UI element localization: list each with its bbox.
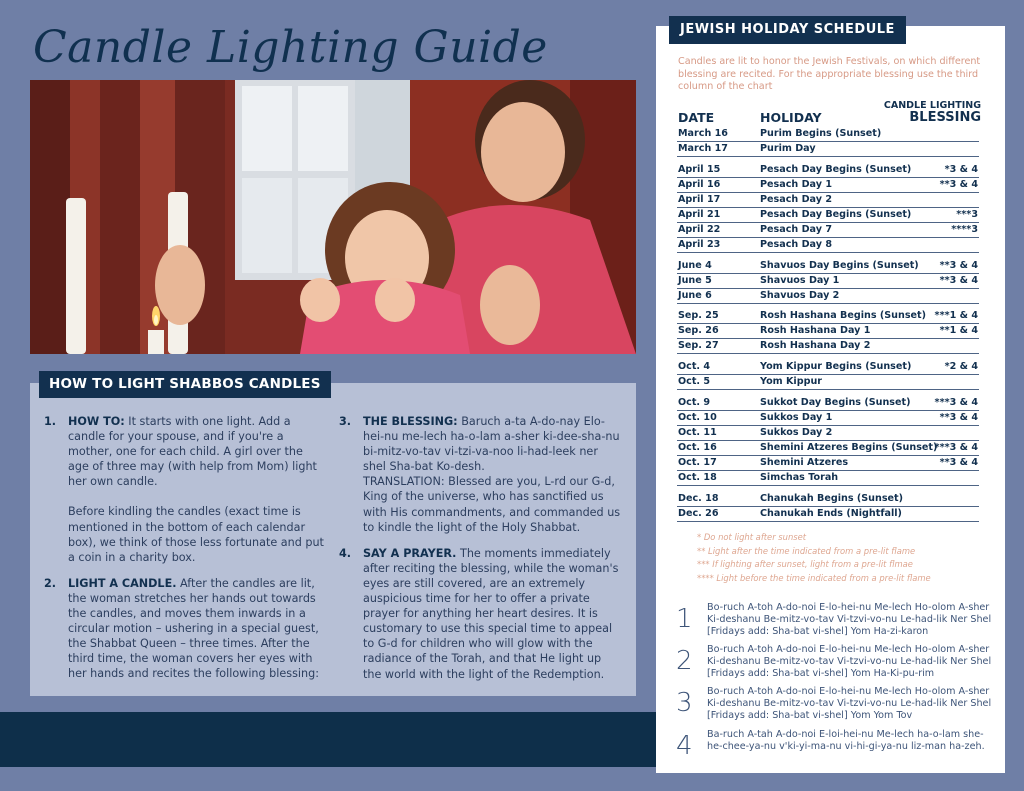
column-header-blessing-top: CANDLE LIGHTING bbox=[883, 100, 981, 111]
step-item bbox=[44, 414, 324, 565]
step-item bbox=[339, 414, 622, 535]
row-holiday: Shavuos Day 2 bbox=[760, 289, 840, 301]
row-blessing: **3 & 4 bbox=[939, 411, 978, 423]
step-item bbox=[339, 546, 622, 682]
row-blessing: *3 & 4 bbox=[944, 163, 978, 175]
step-item bbox=[44, 576, 324, 682]
row-blessing: **3 & 4 bbox=[939, 178, 978, 190]
schedule-row bbox=[677, 142, 979, 157]
footnote: **** Light before the time indicated from a pre-lit flame bbox=[697, 572, 931, 583]
footnote: * Do not light after sunset bbox=[697, 532, 807, 542]
schedule-row bbox=[677, 411, 979, 426]
blessing-text: Bo-ruch A-toh A-do-noi E-lo-hei-nu Me-lech Ho-olom A-sher Ki-deshanu Be-mitz-vo-tav Vi-tzvi-vo-nu Le-had-lik Ner Shel [Fridays add: Sha-bat vi-shel] Yom Ha-zi-karon bbox=[707, 602, 992, 637]
schedule-row bbox=[677, 259, 979, 274]
row-holiday: Rosh Hashana Day 1 bbox=[760, 325, 871, 337]
column-header-holiday: HOLIDAY bbox=[760, 110, 822, 125]
row-blessing: **3 & 4 bbox=[939, 259, 978, 271]
row-date: Sep. 26 bbox=[678, 325, 719, 337]
blessing-text: Bo-ruch A-toh A-do-noi E-lo-hei-nu Me-lech Ho-olom A-sher Ki-deshanu Be-mitz-vo-tav Vi-tzvi-vo-nu Le-had-lik Ner Shel [Fridays add: Sha-bat vi-shel] Yom Yom Tov bbox=[707, 686, 992, 721]
row-date: Sep. 25 bbox=[678, 310, 719, 322]
row-holiday: Pesach Day 7 bbox=[760, 223, 832, 235]
row-blessing: *2 & 4 bbox=[944, 361, 978, 373]
row-blessing: ***1 & 4 bbox=[934, 310, 978, 322]
schedule-row bbox=[677, 426, 979, 441]
row-date: Oct. 9 bbox=[678, 396, 711, 408]
row-date: Oct. 4 bbox=[678, 361, 711, 373]
row-blessing: ***3 bbox=[956, 208, 978, 220]
row-date: Dec. 26 bbox=[678, 507, 719, 519]
candle-lighting-photo bbox=[30, 80, 636, 354]
step-number: 2. bbox=[44, 576, 57, 590]
schedule-row bbox=[677, 274, 979, 289]
row-date: April 15 bbox=[678, 163, 721, 175]
schedule-row bbox=[677, 396, 979, 411]
row-holiday: Shavuos Day 1 bbox=[760, 274, 840, 286]
blessing-number: 2 bbox=[676, 646, 693, 676]
column-header-blessing bbox=[860, 101, 981, 125]
blessing-number: 3 bbox=[676, 688, 693, 718]
schedule-row bbox=[677, 127, 979, 142]
row-blessing: **3 & 4 bbox=[939, 274, 978, 286]
row-holiday: Yom Kippur Begins (Sunset) bbox=[760, 361, 912, 373]
row-date: April 21 bbox=[678, 208, 721, 220]
row-date: April 17 bbox=[678, 193, 721, 205]
row-holiday: Yom Kippur bbox=[760, 376, 823, 388]
how-to-column-left bbox=[44, 414, 324, 693]
row-holiday: Chanukah Begins (Sunset) bbox=[760, 492, 904, 504]
row-date: June 6 bbox=[678, 289, 712, 301]
row-date: Oct. 17 bbox=[678, 456, 717, 468]
row-blessing: ***3 & 4 bbox=[934, 441, 978, 453]
step-extra: Before kindling the candles (exact time is mentioned in the bottom of each calendar box), we think of those less fortunate and put a coin in a charity box. bbox=[68, 505, 324, 564]
schedule-intro: Candles are lit to honor the Jewish Festivals, on which different blessing are recited. For the appropriate blessing use the third column of the chart bbox=[678, 56, 981, 92]
row-holiday: Pesach Day 2 bbox=[760, 193, 832, 205]
schedule-row bbox=[677, 507, 979, 522]
schedule-table bbox=[677, 127, 979, 522]
row-date: March 16 bbox=[678, 128, 728, 139]
step-lead: THE BLESSING: bbox=[363, 415, 458, 428]
row-blessing: **3 & 4 bbox=[939, 456, 978, 468]
row-holiday: Sukkot Day Begins (Sunset) bbox=[760, 396, 911, 408]
row-holiday: Pesach Day 1 bbox=[760, 178, 832, 190]
schedule-row bbox=[677, 339, 979, 354]
how-to-heading: HOW TO LIGHT SHABBOS CANDLES bbox=[39, 371, 331, 398]
row-holiday: Shemini Atzeres bbox=[760, 456, 849, 468]
footnote: ** Light after the time indicated from a pre-lit flame bbox=[697, 545, 916, 556]
schedule-row bbox=[677, 163, 979, 178]
row-holiday: Chanukah Ends (Nightfall) bbox=[760, 507, 902, 519]
schedule-row bbox=[677, 375, 979, 390]
step-lead: HOW TO: bbox=[68, 415, 125, 428]
blessing-number: 1 bbox=[676, 604, 693, 634]
row-date: April 22 bbox=[678, 223, 721, 235]
row-holiday: Purim Day bbox=[760, 143, 816, 154]
step-number: 1. bbox=[44, 415, 57, 428]
row-blessing: ***3 & 4 bbox=[934, 396, 978, 408]
row-holiday: Rosh Hashana Begins (Sunset) bbox=[760, 310, 927, 322]
blessing-text: Ba-ruch A-tah A-do-noi E-loi-hei-nu Me-lech ha-o-lam she-he-chee-ya-nu v'ki-yi-ma-nu vi-hi-gi-ya-nu liz-man ha-zeh. bbox=[707, 729, 985, 752]
row-date: Oct. 5 bbox=[678, 376, 711, 388]
row-holiday: Pesach Day Begins (Sunset) bbox=[760, 163, 912, 175]
row-date: March 17 bbox=[678, 143, 728, 154]
column-header-blessing-main: BLESSING bbox=[909, 110, 981, 125]
schedule-row bbox=[677, 324, 979, 339]
row-holiday: Purim Begins (Sunset) bbox=[760, 128, 882, 139]
row-holiday: Sukkos Day 1 bbox=[760, 411, 833, 423]
row-date: Oct. 10 bbox=[678, 411, 717, 423]
schedule-row bbox=[677, 193, 979, 208]
schedule-row bbox=[677, 223, 979, 238]
row-date: June 4 bbox=[678, 259, 712, 271]
row-holiday: Pesach Day 8 bbox=[760, 238, 832, 250]
step-extra: TRANSLATION: Blessed are you, L-rd our G-d, King of the universe, who has sanctified us with His commandments, and commanded us to kindle the light of the Holy Shabbat. bbox=[363, 475, 621, 534]
row-date: Oct. 16 bbox=[678, 441, 717, 453]
page-title: Candle Lighting Guide bbox=[33, 22, 548, 73]
bottom-band bbox=[0, 712, 660, 767]
schedule-row bbox=[677, 456, 979, 471]
schedule-row bbox=[677, 492, 979, 507]
row-holiday: Pesach Day Begins (Sunset) bbox=[760, 208, 912, 220]
step-lead: LIGHT A CANDLE. bbox=[68, 576, 177, 590]
step-text: Baruch a-ta A-do-nay Elo-hei-nu me-lech ha-o-lam a-sher ki-dee-sha-nu bi-mitz-vo-tav vi-tzi-va-noo li-had-leek ner shel Sha-bat Ko-desh. bbox=[363, 415, 620, 474]
schedule-heading: JEWISH HOLIDAY SCHEDULE bbox=[669, 16, 906, 44]
row-blessing: ****3 bbox=[951, 223, 978, 235]
row-blessing: **1 & 4 bbox=[939, 325, 978, 337]
row-date: Oct. 11 bbox=[678, 426, 717, 438]
schedule-row bbox=[677, 309, 979, 324]
step-text: It starts with one light. Add a candle for your spouse, and if you're a mother, one for each child. A girl over the age of three may (with help from Mom) light her own candle. bbox=[68, 415, 317, 489]
blessing-footnotes bbox=[697, 531, 931, 585]
row-date: Oct. 18 bbox=[678, 471, 717, 483]
row-date: April 23 bbox=[678, 238, 721, 250]
schedule-row bbox=[677, 471, 979, 486]
row-holiday: Shavuos Day Begins (Sunset) bbox=[760, 259, 919, 271]
footnote: *** If lighting after sunset, light from a pre-lit flmae bbox=[697, 559, 913, 570]
row-holiday: Sukkos Day 2 bbox=[760, 426, 833, 438]
schedule-row bbox=[677, 208, 979, 223]
row-date: Dec. 18 bbox=[678, 492, 719, 504]
row-date: Sep. 27 bbox=[678, 340, 719, 352]
step-number: 3. bbox=[339, 415, 352, 428]
blessing-text: Bo-ruch A-toh A-do-noi E-lo-hei-nu Me-lech Ho-olom A-sher Ki-deshanu Be-mitz-vo-tav Vi-tzvi-vo-nu Le-had-lik Ner Shel [Fridays add: Sha-bat vi-shel] Yom Ha-Ki-pu-rim bbox=[707, 644, 992, 679]
schedule-row bbox=[677, 238, 979, 253]
row-holiday: Rosh Hashana Day 2 bbox=[760, 340, 871, 352]
schedule-row bbox=[677, 441, 979, 456]
row-date: June 5 bbox=[678, 274, 712, 286]
column-header-date: DATE bbox=[678, 110, 715, 125]
how-to-column-right bbox=[339, 414, 622, 693]
step-text: After the candles are lit, the woman stretches her hands out towards the candles, and moves them inwards in a circular motion – ushering in a special guest, the Shabbat Queen – three times. After the third time, the woman covers her eyes with her hands and recites the following blessing: bbox=[68, 576, 319, 681]
step-lead: SAY A PRAYER. bbox=[363, 546, 457, 560]
step-number: 4. bbox=[339, 546, 352, 560]
schedule-row bbox=[677, 360, 979, 375]
schedule-row bbox=[677, 289, 979, 304]
step-text: The moments immediately after reciting the blessing, while the woman's eyes are still covered, are an extremely auspicious time for her to offer a private prayer for anything her heart desires. It is customary to use this special time to appeal to G-d for children who will glow with the radiance of the Torah, and that He light up the world with the light of the Redemption. bbox=[363, 546, 619, 681]
blessing-number: 4 bbox=[676, 731, 693, 761]
row-holiday: Simchas Torah bbox=[760, 471, 839, 483]
schedule-row bbox=[677, 178, 979, 193]
row-holiday: Shemini Atzeres Begins (Sunset) bbox=[760, 441, 938, 453]
row-date: April 16 bbox=[678, 178, 721, 190]
